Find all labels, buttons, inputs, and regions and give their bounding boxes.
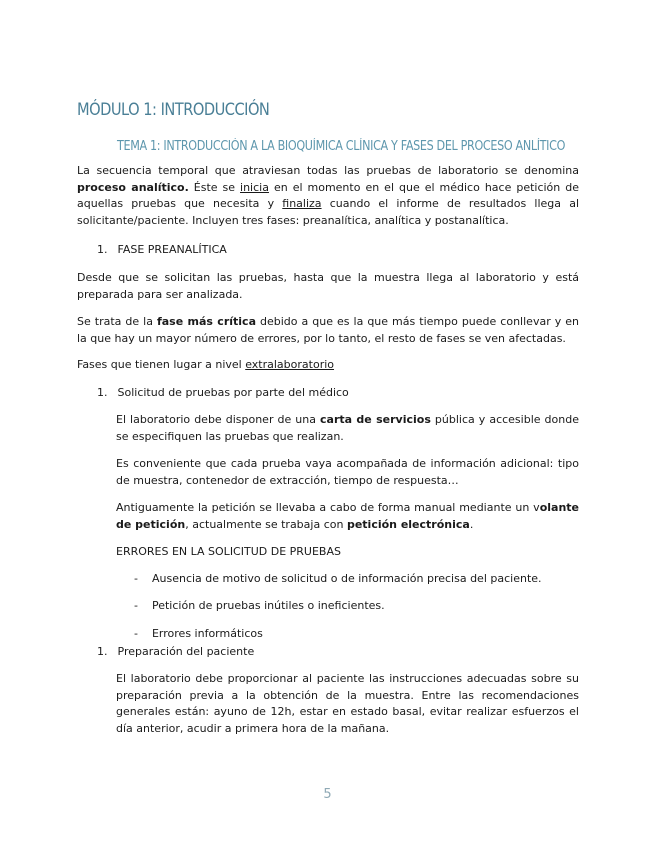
intro-text-2: Éste se xyxy=(188,180,241,194)
antiguamente-text-2: , actualmente se trabaja con xyxy=(185,517,347,531)
carta-text-1: El laboratorio debe disponer de una xyxy=(116,413,320,426)
paragraph-fase-critica xyxy=(77,314,579,347)
intro-text-3: en el momento en el que el médico hace petición de aquellas pruebas que necesita y xyxy=(77,180,580,210)
critica-text-1: Se trata de la xyxy=(77,315,157,328)
errores-heading: ERRORES EN LA SOLICITUD DE PRUEBAS xyxy=(116,545,341,558)
antiguamente-bold-2: petición electrónica xyxy=(346,517,470,531)
intro-underlined-finaliza: finaliza xyxy=(282,197,322,210)
paragraph-desde: Desde que se solicitan las pruebas, hasta que la muestra llega al laboratorio y está preparada para ser analizada. xyxy=(77,271,579,301)
carta-text-2: pública y accesible donde se especifiquen las pruebas que realizan. xyxy=(116,413,579,443)
dash-marker: - xyxy=(134,627,138,640)
paragraph-carta-servicios xyxy=(116,412,579,445)
item-number: 1. xyxy=(97,386,108,399)
intro-bold-term: proceso analítico. xyxy=(77,180,189,194)
error-item xyxy=(134,627,263,640)
dash-marker: - xyxy=(134,572,138,585)
intro-paragraph xyxy=(77,163,579,229)
antiguamente-text-3: . xyxy=(469,517,474,531)
carta-bold: carta de servicios xyxy=(320,413,431,426)
intro-text-4: cuando el informe de resultados llega al solicitante/paciente. Incluyen tres fases: preanalítica, analítica y postanalítica. xyxy=(77,197,579,227)
dash-marker: - xyxy=(134,599,138,612)
list-item-preparacion xyxy=(97,645,254,658)
module-title: MÓDULO 1: INTRODUCCIÓN xyxy=(77,100,270,120)
list-item-solicitud xyxy=(97,386,349,399)
intro-underlined-inicia: inicia xyxy=(240,180,269,194)
item-title: Solicitud de pruebas por parte del médico xyxy=(117,386,349,399)
topic-title: TEMA 1: INTRODUCCIÓN A LA BIOQUÍMICA CLÍNICA Y FASES DEL PROCESO ANLÍTICO xyxy=(117,139,566,154)
section-title: FASE PREANALÍTICA xyxy=(117,243,227,256)
error-item xyxy=(134,599,385,612)
section-heading xyxy=(97,243,227,256)
antiguamente-bold-1: olante de petición xyxy=(116,501,579,531)
item-title: Preparación del paciente xyxy=(117,645,255,658)
item-number: 1. xyxy=(97,645,108,658)
fases-line xyxy=(77,358,334,371)
error-text: Errores informáticos xyxy=(151,627,263,640)
error-item xyxy=(134,572,542,585)
section-number: 1. xyxy=(97,243,108,256)
critica-bold: fase más crítica xyxy=(156,315,256,328)
error-text: Ausencia de motivo de solicitud o de información precisa del paciente. xyxy=(151,572,542,585)
fases-text: Fases que tienen lugar a nivel xyxy=(77,358,246,371)
fases-underlined: extralaboratorio xyxy=(245,358,335,371)
paragraph-preparacion: El laboratorio debe proporcionar al paciente las instrucciones adecuadas sobre su preparación previa a la obtención de la muestra. Entre las recomendaciones generales están: ayuno de 12h, estar en estado basal, evitar realizar esfuerzos el día anterior, acudir a primera hora de la mañana. xyxy=(116,672,579,735)
error-text: Petición de pruebas inútiles o ineficientes. xyxy=(151,599,385,612)
paragraph-conveniente: Es conveniente que cada prueba vaya acompañada de información adicional: tipo de muestra, contenedor de extracción, tiempo de respuesta… xyxy=(116,457,579,487)
critica-text-2: debido a que es la que más tiempo puede conllevar y en la que hay un mayor número de errores, por lo tanto, el resto de fases se ven afectadas. xyxy=(77,315,579,345)
page-number: 5 xyxy=(323,787,332,802)
antiguamente-text-1: Antiguamente la petición se llevaba a cabo de forma manual mediante un v xyxy=(116,501,540,514)
paragraph-antiguamente xyxy=(116,500,579,533)
intro-text-1: La secuencia temporal que atraviesan todas las pruebas de laboratorio se denomina xyxy=(77,164,579,177)
